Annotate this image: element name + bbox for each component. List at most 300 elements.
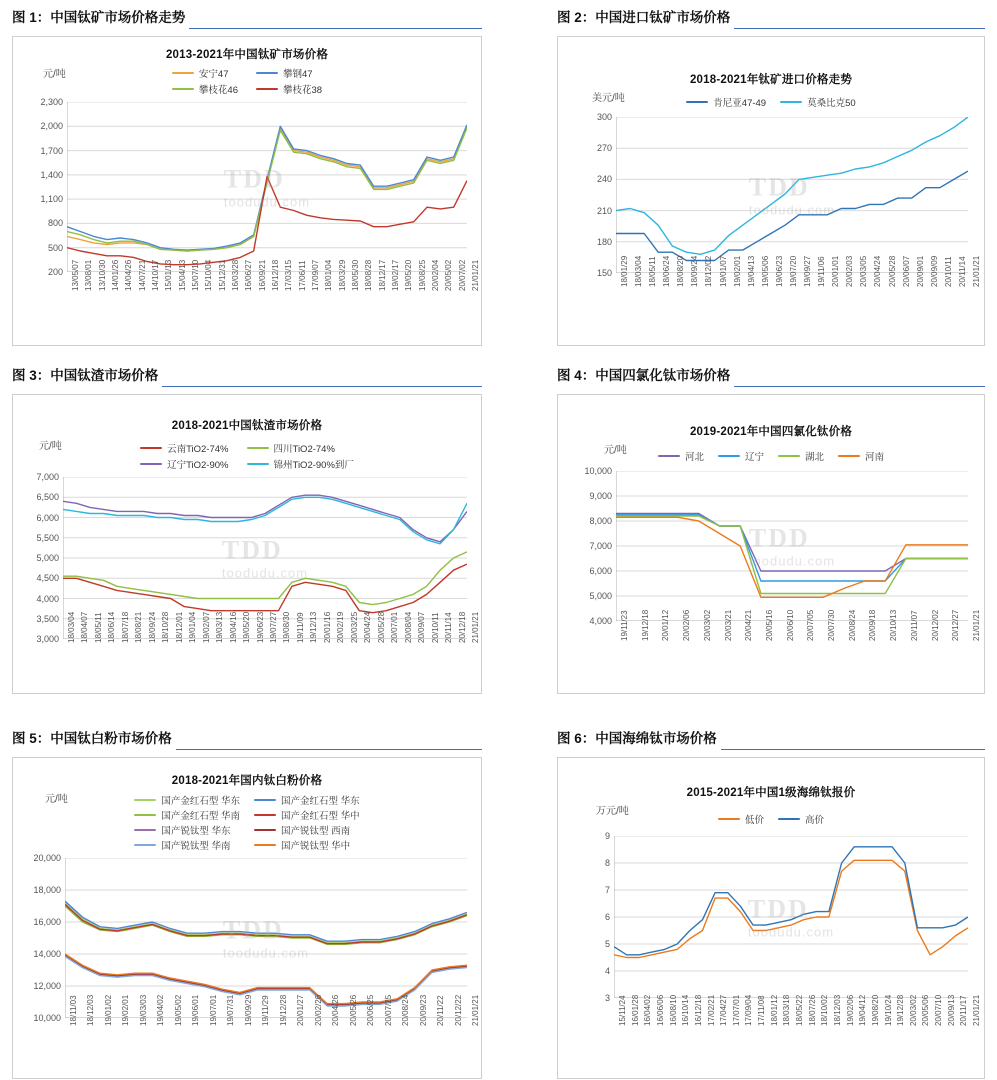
y-tick-label: 10,000	[584, 466, 612, 476]
series-line	[65, 906, 467, 944]
x-tick-label: 20/04/24	[873, 255, 883, 287]
figure-4-heading: 中国四氯化钛市场价格	[595, 368, 731, 383]
legend-item: 攀枝花46	[172, 82, 238, 96]
x-tick-label: 18/11/03	[69, 995, 78, 1026]
x-tick-label: 19/02/06	[845, 994, 855, 1026]
x-tick-label: 19/07/20	[788, 255, 798, 287]
y-tick-label: 4,000	[589, 616, 612, 626]
figure-3-header	[12, 364, 482, 387]
y-tick-label: 1,400	[40, 169, 63, 180]
y-tick-label: 5	[604, 939, 610, 949]
legend-item: 国产锐钛型 华中	[254, 838, 360, 852]
x-tick-label: 15/12/31	[217, 259, 227, 291]
figure-4-label: 图 4：	[557, 368, 596, 383]
x-tick-label: 19/12/13	[309, 611, 319, 643]
x-tick-label: 19/02/01	[732, 255, 742, 287]
x-tick-label: 21/01/21	[972, 255, 981, 287]
x-tick-label: 20/03/02	[702, 609, 712, 641]
x-tick-label: 16/03/28	[231, 259, 240, 291]
x-tick-label: 20/07/01	[390, 611, 400, 643]
x-tick-label: 19/03/13	[215, 611, 225, 643]
x-tick-label: 17/07/01	[731, 994, 741, 1026]
x-tick-label: 20/12/18	[457, 611, 467, 643]
figure-1-header	[12, 6, 482, 29]
series-line	[67, 126, 467, 251]
legend-item: 河南	[838, 449, 884, 463]
figure-3-label: 图 3：	[12, 368, 51, 383]
series-line	[63, 497, 467, 544]
x-tick-label: 19/09/27	[803, 255, 813, 287]
x-tick-label: 16/10/14	[681, 994, 691, 1026]
x-tick-label: 20/02/04	[431, 259, 440, 291]
legend-item: 国产金红石型 华南	[134, 808, 240, 822]
figure-5-header	[12, 727, 482, 750]
legend-item: 低价	[718, 812, 764, 826]
y-tick-label: 240	[596, 174, 612, 185]
y-tick-label: 800	[47, 218, 63, 229]
x-tick-label: 16/08/10	[668, 994, 678, 1026]
y-tick-label: 180	[596, 236, 612, 247]
x-tick-label: 18/05/22	[795, 994, 804, 1026]
series-line	[616, 517, 968, 597]
figure-2-yaxis-unit: 美元/吨	[592, 93, 625, 104]
x-tick-label: 19/01/04	[188, 611, 198, 643]
x-tick-label: 20/11/14	[444, 612, 454, 643]
x-tick-label: 20/11/07	[909, 610, 919, 641]
series-line	[67, 125, 467, 250]
x-tick-label: 20/05/28	[376, 611, 386, 643]
series-line	[616, 516, 968, 594]
figure-5-panel	[12, 757, 482, 1079]
x-tick-label: 20/10/13	[889, 609, 899, 641]
x-tick-label: 18/03/29	[337, 259, 347, 291]
legend-item: 莫桑比克50	[780, 95, 856, 109]
x-tick-label: 19/04/16	[228, 611, 238, 643]
x-tick-label: 20/12/02	[930, 609, 940, 641]
series-line	[65, 904, 467, 943]
x-tick-label: 19/11/29	[261, 995, 271, 1026]
figure-1-xaxis-labels	[67, 259, 480, 345]
x-tick-label: 18/01/29	[620, 255, 629, 287]
x-tick-label: 18/12/02	[704, 255, 714, 287]
figure-6-label: 图 6：	[557, 731, 596, 746]
figure-6-chart-title: 2015-2021年中国1级海绵钛报价	[686, 787, 856, 799]
x-tick-label: 18/10/02	[820, 994, 830, 1026]
y-tick-label: 6,500	[36, 492, 59, 503]
x-tick-label: 20/09/18	[868, 609, 878, 641]
y-tick-label: 300	[596, 112, 612, 122]
watermark: TDD toodudu.com	[747, 894, 835, 940]
x-tick-label: 18/08/21	[134, 611, 144, 643]
x-tick-label: 19/12/18	[640, 609, 650, 641]
x-tick-label: 19/05/06	[760, 255, 770, 287]
figure-2-heading: 中国进口钛矿市场价格	[595, 10, 731, 25]
x-tick-label: 20/11/14	[957, 256, 967, 287]
x-tick-label: 18/08/20	[676, 255, 686, 287]
figure-4	[557, 364, 985, 694]
watermark: TDD toodudu.com	[222, 915, 310, 961]
x-tick-label: 20/09/13	[946, 994, 956, 1026]
x-tick-label: 20/02/19	[336, 611, 346, 643]
x-tick-label: 21/01/21	[471, 611, 480, 643]
legend-item: 湖北	[778, 449, 824, 463]
y-tick-label: 16,000	[33, 917, 61, 927]
y-tick-label: 7	[604, 885, 610, 895]
figure-2-header	[557, 6, 985, 29]
figure-3-legend	[13, 441, 481, 471]
figure-2-plot	[596, 112, 968, 278]
x-tick-label: 20/02/03	[845, 255, 855, 287]
chart-svg-6	[614, 836, 968, 998]
chart-svg-4	[616, 471, 968, 621]
x-tick-label: 20/01/16	[322, 611, 332, 643]
legend-item: 辽宁TiO2-90%	[140, 457, 228, 471]
legend-item: 锦州TiO2-90%到厂	[247, 457, 354, 471]
x-tick-label: 20/07/25	[383, 994, 393, 1026]
figure-4-yaxis-unit: 元/吨	[604, 445, 627, 456]
x-tick-label: 18/06/24	[662, 255, 672, 287]
x-tick-label: 20/01/12	[661, 609, 671, 641]
x-tick-label: 13/05/07	[71, 259, 80, 291]
x-tick-label: 20/11/17	[959, 995, 969, 1026]
x-tick-label: 21/01/21	[471, 994, 480, 1026]
x-tick-label: 18/12/01	[174, 611, 184, 643]
x-tick-label: 19/04/12	[858, 994, 868, 1026]
x-tick-label: 19/06/01	[191, 994, 201, 1026]
x-tick-label: 19/01/02	[103, 994, 113, 1026]
x-tick-label: 18/05/11	[93, 612, 103, 643]
y-tick-label: 5,000	[36, 553, 59, 563]
y-tick-label: 4,000	[36, 593, 59, 604]
y-tick-label: 4	[604, 966, 610, 976]
x-tick-label: 18/09/24	[147, 611, 157, 643]
y-tick-label: 6	[604, 912, 610, 922]
x-tick-label: 13/10/30	[97, 259, 107, 291]
series-line	[63, 564, 467, 613]
figure-3-yaxis-unit: 元/吨	[39, 441, 62, 452]
figure-1-legend	[13, 66, 481, 96]
x-tick-label: 19/06/23	[774, 255, 784, 287]
x-tick-label: 19/01/07	[718, 255, 728, 287]
y-tick-label: 8	[604, 858, 610, 868]
figure-1-chart-title: 2013-2021年中国钛矿市场价格	[165, 49, 329, 61]
legend-item: 高价	[778, 812, 824, 826]
y-tick-label: 3,000	[36, 634, 59, 644]
x-tick-label: 15/04/13	[177, 259, 187, 291]
legend-item: 国产金红石型 华东	[134, 793, 240, 807]
x-tick-label: 13/08/01	[84, 259, 94, 291]
y-tick-label: 3	[604, 993, 610, 1003]
y-tick-label: 12,000	[33, 981, 61, 991]
y-tick-label: 3,500	[36, 613, 59, 624]
x-tick-label: 20/03/02	[908, 994, 918, 1026]
watermark: TDD toodudu.com	[221, 535, 309, 581]
y-tick-label: 20,000	[33, 853, 61, 863]
figure-6-underline	[721, 749, 985, 750]
x-tick-label: 17/03/15	[284, 259, 294, 291]
y-tick-label: 9	[604, 831, 610, 841]
legend-item: 国产金红石型 华东	[254, 793, 360, 807]
legend-item: 国产金红石型 华中	[254, 808, 360, 822]
x-tick-label: 20/10/11	[943, 256, 953, 287]
x-tick-label: 18/03/04	[67, 611, 76, 643]
legend-item: 国产锐钛型 华南	[134, 838, 240, 852]
series-line	[614, 860, 968, 957]
x-tick-label: 19/08/25	[417, 259, 427, 291]
legend-item: 攀钢47	[256, 66, 322, 80]
y-tick-label: 14,000	[33, 949, 61, 959]
x-tick-label: 20/05/26	[348, 994, 358, 1026]
y-tick-label: 1,700	[40, 145, 63, 156]
y-tick-label: 6,000	[589, 566, 612, 576]
x-tick-label: 20/08/24	[401, 994, 411, 1026]
x-tick-label: 18/03/04	[634, 255, 644, 287]
x-tick-label: 17/11/08	[757, 995, 767, 1026]
x-tick-label: 16/06/06	[655, 994, 665, 1026]
y-tick-label: 18,000	[33, 885, 61, 895]
figure-1	[12, 6, 482, 346]
figure-5-xaxis-labels	[65, 994, 480, 1080]
x-tick-label: 20/02/06	[682, 609, 692, 641]
x-tick-label: 14/10/17	[151, 259, 160, 291]
x-tick-label: 19/05/20	[242, 611, 252, 643]
figure-5-heading: 中国钛白粉市场价格	[50, 731, 172, 746]
x-tick-label: 19/03/03	[138, 994, 148, 1026]
legend-item: 国产锐钛型 华东	[134, 823, 240, 837]
x-tick-label: 17/09/04	[744, 994, 754, 1026]
figure-3-chart-title: 2018-2021中国钛渣市场价格	[171, 420, 323, 432]
chart-svg-2	[616, 117, 968, 273]
x-tick-label: 20/05/16	[764, 609, 774, 641]
chart-svg-1	[67, 102, 467, 272]
x-tick-label: 20/02/26	[313, 994, 323, 1026]
x-tick-label: 20/05/02	[444, 259, 454, 291]
x-tick-label: 17/06/11	[297, 260, 307, 291]
figure-5-label: 图 5：	[12, 731, 51, 746]
x-tick-label: 20/03/25	[349, 611, 359, 643]
x-tick-label: 20/03/05	[859, 255, 869, 287]
x-tick-label: 20/08/24	[847, 609, 857, 641]
x-tick-label: 20/09/09	[929, 255, 939, 287]
x-tick-label: 15/01/13	[164, 259, 174, 291]
x-tick-label: 18/01/04	[324, 259, 334, 291]
x-tick-label: 20/10/11	[430, 612, 440, 643]
figure-1-yaxis-unit: 元/吨	[43, 69, 66, 80]
x-tick-label: 18/08/28	[364, 259, 374, 291]
figure-2-underline	[734, 28, 985, 29]
x-tick-label: 18/04/07	[80, 611, 90, 643]
figure-1-panel	[12, 36, 482, 346]
x-tick-label: 16/01/28	[630, 994, 640, 1026]
x-tick-label: 20/06/07	[901, 255, 911, 287]
watermark: TDD toodudu.com	[748, 172, 836, 218]
x-tick-label: 20/12/27	[951, 609, 961, 641]
figure-1-label: 图 1：	[12, 10, 51, 25]
y-tick-label: 150	[596, 268, 612, 278]
x-tick-label: 20/05/06	[921, 994, 931, 1026]
x-tick-label: 14/07/21	[137, 259, 147, 291]
legend-item: 国产锐钛型 西南	[254, 823, 360, 837]
x-tick-label: 20/01/01	[831, 255, 841, 287]
x-tick-label: 17/02/21	[706, 994, 716, 1026]
x-tick-label: 19/08/30	[282, 611, 292, 643]
series-line	[63, 495, 467, 542]
x-tick-label: 19/05/02	[173, 994, 183, 1026]
x-tick-label: 19/04/02	[156, 994, 166, 1026]
x-tick-label: 17/09/07	[311, 259, 320, 291]
legend-item: 安宁47	[172, 66, 238, 80]
figure-6-plot	[604, 831, 968, 1003]
x-tick-label: 18/01/12	[769, 994, 779, 1026]
x-tick-label: 21/01/21	[972, 609, 981, 641]
y-tick-label: 2,000	[40, 121, 63, 132]
x-tick-label: 18/10/28	[161, 611, 171, 643]
x-tick-label: 18/03/18	[782, 994, 792, 1026]
x-tick-label: 21/01/21	[972, 994, 981, 1026]
x-tick-label: 20/03/21	[723, 609, 733, 641]
x-tick-label: 18/05/11	[648, 256, 658, 287]
x-tick-label: 14/01/26	[111, 259, 120, 291]
x-tick-label: 16/06/27	[244, 259, 254, 291]
legend-item: 四川TiO2-74%	[247, 441, 354, 455]
x-tick-label: 20/09/23	[418, 994, 428, 1026]
legend-item: 辽宁	[718, 449, 764, 463]
y-tick-label: 210	[596, 205, 612, 216]
figure-5-chart-title: 2018-2021年国内钛白粉价格	[171, 775, 323, 787]
x-tick-label: 18/07/26	[807, 994, 817, 1026]
x-tick-label: 20/07/30	[827, 609, 837, 641]
y-tick-label: 10,000	[33, 1013, 61, 1023]
figure-5-underline	[176, 749, 482, 750]
figure-4-chart-title: 2019-2021年中国四氯化钛价格	[689, 426, 853, 438]
x-tick-label: 19/08/20	[870, 994, 880, 1026]
figure-1-heading: 中国钛矿市场价格走势	[50, 10, 186, 25]
x-tick-label: 20/12/22	[453, 994, 463, 1026]
y-tick-label: 1,100	[40, 194, 63, 205]
figure-6-panel	[557, 757, 985, 1079]
y-tick-label: 4,500	[36, 573, 59, 584]
series-line	[616, 514, 968, 572]
x-tick-label: 20/07/02	[457, 259, 467, 291]
legend-item: 肯尼亚47-49	[686, 95, 766, 109]
watermark: TDD toodudu.com	[748, 523, 836, 569]
x-tick-label: 19/02/17	[391, 259, 400, 291]
x-tick-label: 19/07/27	[269, 611, 278, 643]
x-tick-label: 16/12/18	[693, 994, 703, 1026]
y-tick-label: 5,500	[36, 532, 59, 543]
x-tick-label: 19/10/24	[883, 994, 893, 1026]
x-tick-label: 18/12/03	[86, 994, 96, 1026]
x-tick-label: 20/07/05	[806, 609, 816, 641]
figure-2	[557, 6, 985, 346]
x-tick-label: 18/09/24	[690, 255, 700, 287]
figure-6-heading: 中国海绵钛市场价格	[595, 731, 717, 746]
x-tick-label: 20/11/22	[436, 995, 446, 1026]
x-tick-label: 16/04/02	[643, 994, 653, 1026]
x-tick-label: 20/09/07	[417, 611, 427, 643]
y-tick-label: 270	[596, 143, 612, 154]
y-tick-label: 8,000	[589, 516, 612, 526]
figure-2-chart-title: 2018-2021年钛矿进口价格走势	[689, 74, 853, 86]
series-line	[67, 128, 467, 251]
figure-6-header	[557, 727, 985, 750]
figure-4-header	[557, 364, 985, 387]
y-tick-label: 7,000	[589, 541, 612, 551]
x-tick-label: 20/04/21	[744, 609, 754, 641]
x-tick-label: 21/01/21	[471, 259, 480, 291]
x-tick-label: 20/07/10	[934, 994, 944, 1026]
x-tick-label: 15/11/24	[618, 995, 627, 1026]
series-line	[616, 117, 968, 254]
x-tick-label: 19/12/28	[896, 994, 906, 1026]
legend-item: 河北	[658, 449, 704, 463]
series-line	[67, 177, 467, 265]
x-tick-label: 20/01/27	[296, 994, 306, 1026]
x-tick-label: 18/12/03	[832, 994, 842, 1026]
x-tick-label: 19/09/29	[243, 994, 253, 1026]
x-tick-label: 20/09/01	[915, 255, 925, 287]
x-tick-label: 20/05/28	[887, 255, 897, 287]
figure-2-xaxis-labels	[616, 255, 981, 343]
x-tick-label: 19/02/01	[121, 994, 131, 1026]
x-tick-label: 19/02/07	[201, 611, 211, 643]
y-tick-label: 9,000	[589, 491, 612, 501]
figure-4-panel	[557, 394, 985, 694]
figure-6-yaxis-unit: 万元/吨	[596, 806, 629, 817]
figure-4-underline	[734, 386, 985, 387]
x-tick-label: 19/11/09	[295, 612, 305, 643]
series-line	[616, 171, 968, 260]
x-tick-label: 19/12/28	[278, 994, 288, 1026]
x-tick-label: 19/05/20	[404, 259, 414, 291]
figure-5	[12, 727, 482, 1079]
figure-6-xaxis-labels	[614, 994, 981, 1080]
x-tick-label: 20/04/24	[363, 611, 373, 643]
y-tick-label: 6,000	[36, 512, 59, 523]
figure-3-xaxis-labels	[63, 611, 480, 695]
y-tick-label: 500	[47, 242, 63, 253]
x-tick-label: 20/04/26	[331, 994, 341, 1026]
legend-item: 云南TiO2-74%	[140, 441, 228, 455]
figure-1-underline	[189, 28, 482, 29]
x-tick-label: 16/09/21	[257, 259, 267, 291]
x-tick-label: 19/07/31	[226, 994, 236, 1026]
x-tick-label: 18/06/14	[107, 611, 117, 643]
x-tick-label: 14/04/26	[124, 259, 134, 291]
x-tick-label: 20/08/04	[403, 611, 413, 643]
y-tick-label: 2,300	[40, 97, 63, 107]
figure-5-yaxis-unit: 元/吨	[45, 794, 68, 805]
x-tick-label: 19/04/13	[746, 255, 756, 287]
x-tick-label: 19/11/23	[620, 610, 629, 641]
figure-3	[12, 364, 482, 694]
figure-2-label: 图 2：	[557, 10, 596, 25]
x-tick-label: 20/06/25	[366, 994, 376, 1026]
x-tick-label: 15/10/04	[204, 259, 214, 291]
x-tick-label: 17/04/27	[719, 994, 729, 1026]
y-tick-label: 200	[47, 267, 63, 277]
x-tick-label: 16/12/18	[271, 259, 280, 291]
figure-3-panel	[12, 394, 482, 694]
figure-5-legend	[13, 793, 481, 852]
x-tick-label: 20/06/10	[785, 609, 795, 641]
x-tick-label: 19/06/23	[255, 611, 265, 643]
x-tick-label: 18/07/18	[120, 611, 130, 643]
x-tick-label: 15/07/10	[191, 259, 200, 291]
x-tick-label: 19/07/01	[208, 994, 218, 1026]
x-tick-label: 18/12/17	[377, 259, 387, 291]
figure-3-underline	[162, 386, 482, 387]
